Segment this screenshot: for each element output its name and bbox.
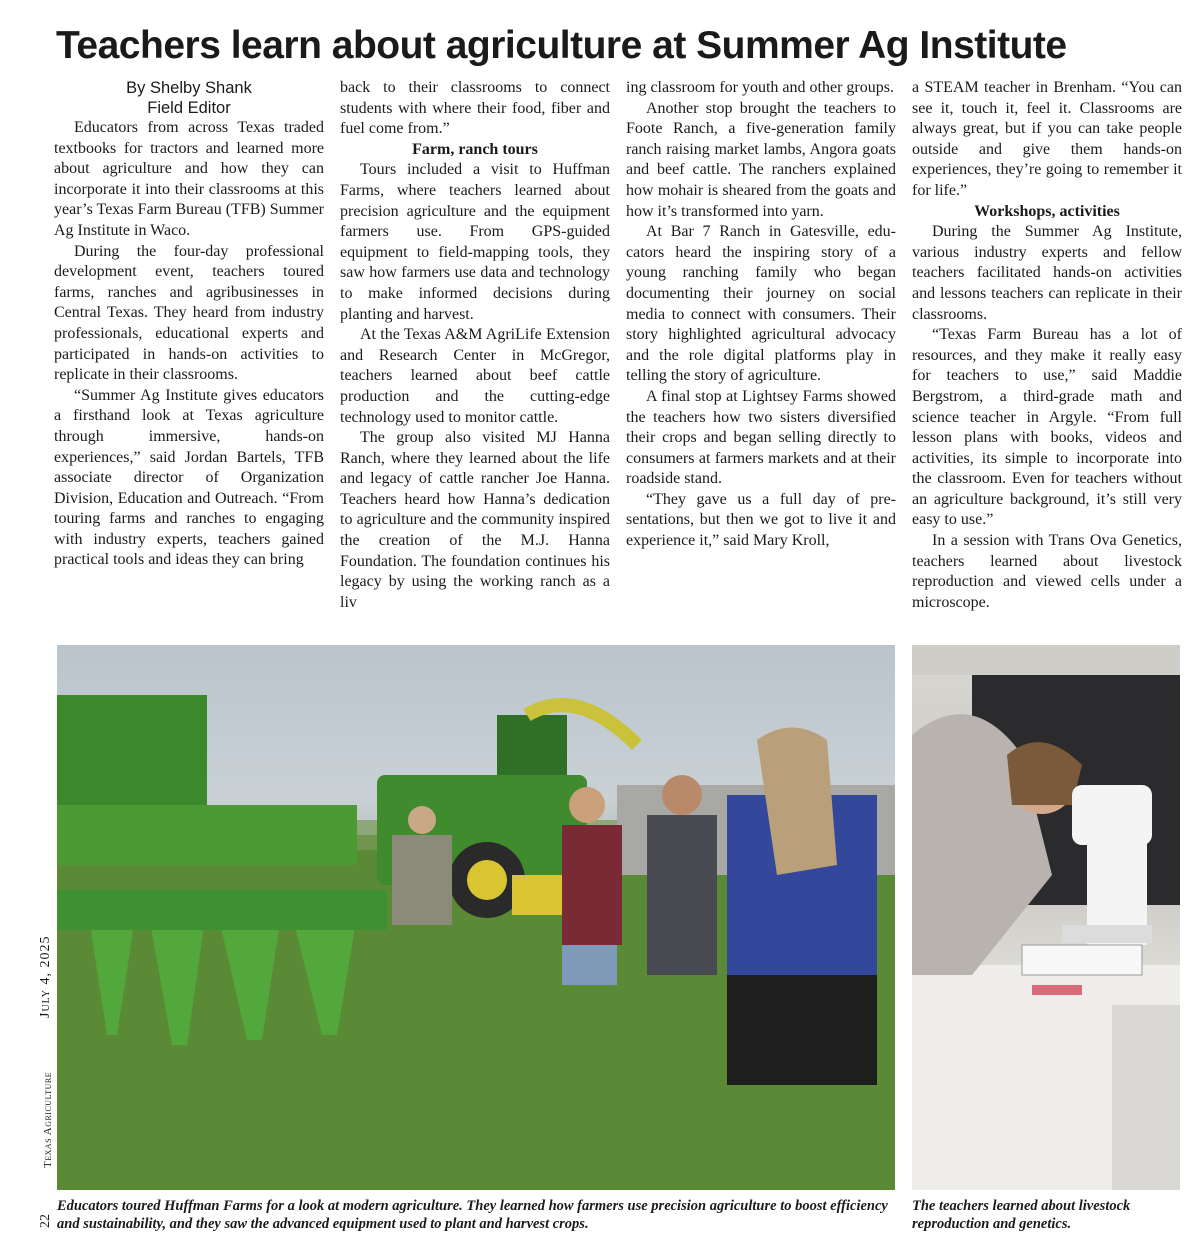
paragraph: Educators from across Texas traded textbooks for tractors and learned more about agriculture and how they can incorporate it into their classrooms at this year’s Texas Farm Bureau (TFB) Summer Ag Institute in Waco. <box>54 119 324 239</box>
paragraph: Tours included a visit to Huffman Farms, where teachers learned about precision agriculture and the equipment farmers use. From GPS-guided equipment to field-mapping tools, they saw how farmers use data and technology to make informed decisions during planting and harvest. <box>340 161 610 323</box>
headline: Teachers learn about agriculture at Summer Ag Institute <box>56 24 1067 67</box>
paragraph: “Summer Ag Institute gives educators a firsthand look at Texas agriculture through immersive, hands-on experiences,” said Jordan Bartels, TFB associate director of Organization Division, Education and Outreach. “From touring farms and ranches to engaging with industry experts, teachers gained practical tools and ideas they can bring <box>54 386 324 569</box>
paragraph: At Bar 7 Ranch in Gatesville, educators heard the inspiring story of a young ranching family who began documenting their journey on social media to connect with consumers. Their story highlighted agricultural advocacy and the role digital platforms play in telling the story of agriculture. <box>626 223 896 385</box>
margin-date: July 4, 2025 <box>38 935 53 1018</box>
article-column-2 <box>340 78 610 613</box>
paragraph: A final stop at Lightsey Farms showed the teachers how two sisters diversified their crops and began selling directly to consumers at farmers markets and at their roadside stand. <box>626 387 896 488</box>
paragraph: The group also visited MJ Hanna Ranch, where they learned about the life and legacy of cattle rancher Joe Hanna. Teachers heard how Hanna’s dedication to agriculture and the community inspired the creation of the M.J. Hanna Foundation. The foundation continues his legacy by using the working ranch as a liv <box>340 429 610 611</box>
paragraph: “Texas Farm Bureau has a lot of resources, and they make it really easy for teachers to use,” said Maddie Bergstrom, a third-grade math and science teacher in Argyle. “From full lesson plans with books, videos and activities, its simple to incorporate into the classroom. Even for teachers without an agriculture background, it’s still very easy to use.” <box>912 326 1182 529</box>
paragraph: back to their classrooms to connect students with where their food, fiber and fuel come from.” <box>340 79 610 138</box>
byline-role: Field Editor <box>147 99 231 117</box>
article-column-4 <box>912 78 1182 613</box>
margin-publication: Texas Agriculture <box>42 1071 54 1168</box>
paragraph: In a session with Trans Ova Genetics, teachers learned about livestock reproduction and viewed cells under a microscope. <box>912 532 1182 611</box>
paragraph: ing classroom for youth and other groups. <box>626 79 894 96</box>
byline-author: By Shelby Shank <box>126 79 252 97</box>
paragraph: During the four-day professional development event, teachers toured farms, ranches and agribusinesses in Central Texas. They heard from industry professionals, educational experts and participated in hands-on activities to replicate in their classrooms. <box>54 242 324 384</box>
paragraph: At the Texas A&M AgriLife Extension and Research Center in McGregor, teachers learned about beef cattle production and the cutting-edge technology used to monitor cattle. <box>340 326 610 426</box>
farm-equipment-photo <box>57 645 895 1190</box>
subhead-farm-ranch-tours: Farm, ranch tours <box>412 140 538 158</box>
article-column-1 <box>54 78 324 571</box>
caption-main: Educators toured Huffman Farms for a look at modern agriculture. They learned how farmers use precision agriculture to boost efficiency and sustainability, and they saw the advanced equipment used to plant and harvest crops. <box>57 1198 888 1232</box>
paragraph: “They gave us a full day of presentations, but then we got to live it and experience it,” said Mary Kroll, <box>626 490 896 550</box>
article-column-3 <box>626 78 896 552</box>
paragraph: a STEAM teacher in Brenham. “You can see it, touch it, feel it. Classrooms are always great, but if you can take people outside and give them hands-on experiences, they’re going to remember it for life.” <box>912 79 1182 199</box>
page-number: 22 <box>38 1214 53 1228</box>
paragraph: Another stop brought the teachers to Foote Ranch, a five-generation family ranch raising market lambs, Angora goats and beef cattle. The ranchers explained how mohair is sheared from the goats and how it’s transformed into yarn. <box>626 99 896 220</box>
caption-side: The teachers learned about livestock reproduction and genetics. <box>912 1198 1131 1232</box>
farm-equipment-illustration <box>57 645 895 1190</box>
microscope-photo <box>912 645 1180 1190</box>
subhead-workshops-activities: Workshops, activities <box>974 202 1120 220</box>
microscope-illustration <box>912 645 1180 1190</box>
paragraph: During the Summer Ag Institute, various industry experts and fellow teachers facilitated hands-on activities and lessons teachers can replicate in their classrooms. <box>912 223 1182 323</box>
